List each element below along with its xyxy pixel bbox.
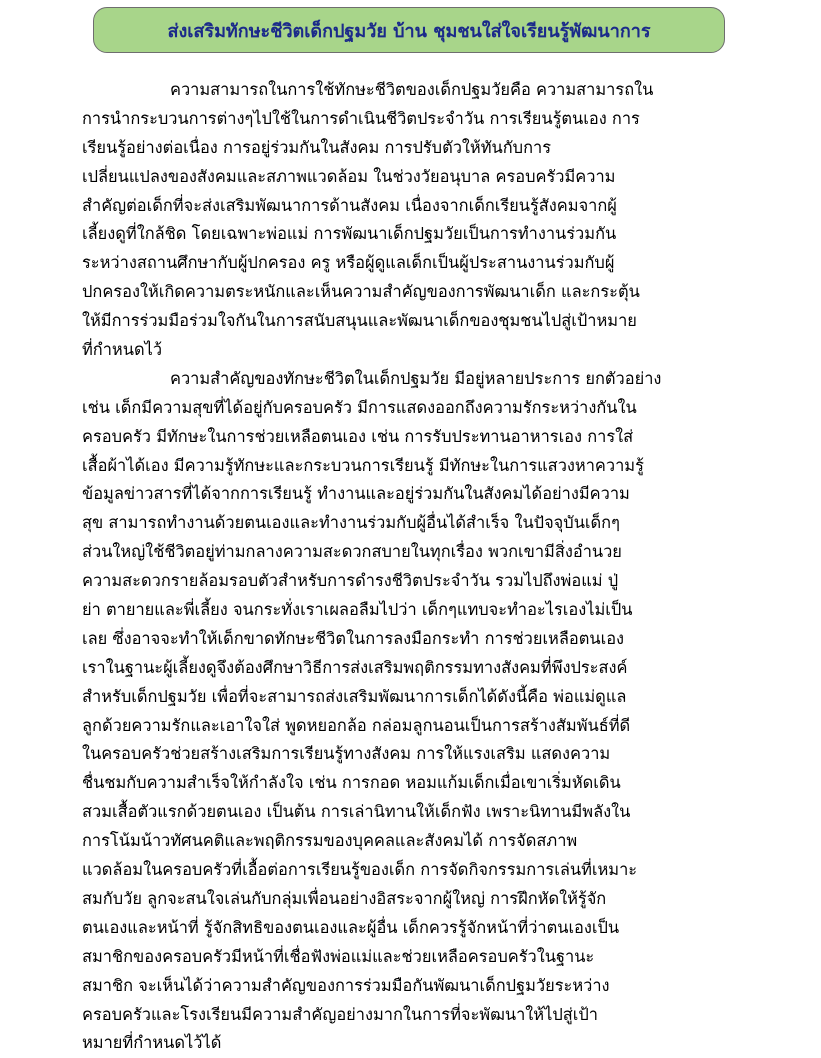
- text-line: ครอบครัว มีทักษะในการช่วยเหลือตนเอง เช่น การรับประทานอาหารเอง การใส่: [82, 426, 634, 446]
- text-line: ข้อมูลข่าวสารที่ได้จากการเรียนรู้ ทำงานและอยู่ร่วมกันในสังคมได้อย่างมีความ: [82, 484, 630, 504]
- text-line: สมาชิกของครอบครัวมีหน้าที่เชื่อฟังพ่อแม่และช่วยเหลือครอบครัวในฐานะ: [82, 946, 595, 966]
- text-line: เราในฐานะผู้เลี้ยงดูจึงต้องศึกษาวิธีการส่งเสริมพฤติกรรมทางสังคมที่พึงประสงค์: [82, 657, 628, 677]
- text-line: เลี้ยงดูที่ใกล้ชิด โดยเฉพาะพ่อแม่ การพัฒนาเด็กปฐมวัยเป็นการทำงานร่วมกัน: [82, 224, 617, 244]
- text-line: ลูกด้วยความรักและเอาใจใส่ พูดหยอกล้อ กล่อมลูกนอนเป็นการสร้างสัมพันธ์ที่ดี: [82, 715, 631, 735]
- text-line: ชื่นชมกับความสำเร็จให้กำลังใจ เช่น การกอด หอมแก้มเด็กเมื่อเขาเริ่มหัดเดิน: [82, 773, 621, 793]
- text-line: เปลี่ยนแปลงของสังคมและสภาพแวดล้อม ในช่วงวัยอนุบาล ครอบครัวมีความ: [82, 166, 616, 186]
- text-line: ความสำคัญของทักษะชีวิตในเด็กปฐมวัย มีอยู่หลายประการ ยกตัวอย่าง: [170, 368, 662, 388]
- text-line: ให้มีการร่วมมือร่วมใจกันในการสนับสนุนและพัฒนาเด็กของชุมชนไปสู่เป้าหมาย: [82, 311, 637, 331]
- text-line: ตนเองและหน้าที่ รู้จักสิทธิของตนเองและผู้อื่น เด็กควรรู้จักหน้าที่ว่าตนเองเป็น: [82, 917, 620, 937]
- text-line: ย่า ตายายและพี่เลี้ยง จนกระทั่งเราเผลอลืมไปว่า เด็กๆแทบจะทำอะไรเองไม่เป็น: [82, 600, 633, 620]
- paragraph-1: [82, 76, 744, 365]
- article-body: [82, 76, 744, 1058]
- text-line: ความสามารถในการใช้ทักษะชีวิตของเด็กปฐมวัยคือ ความสามารถใน: [170, 80, 654, 99]
- text-line: การนำกระบวนการต่างๆไปใช้ในการดำเนินชีวิตประจำวัน การเรียนรู้ตนเอง การ: [82, 108, 640, 128]
- text-line: การโน้มน้าวทัศนคติและพฤติกรรมของบุคคลและสังคมได้ การจัดสภาพ: [82, 831, 578, 851]
- text-line: สำคัญต่อเด็กที่จะส่งเสริมพัฒนาการด้านสังคม เนื่องจากเด็กเรียนรู้สังคมจากผู้: [82, 195, 617, 215]
- text-line: สวมเสื้อตัวแรกด้วยตนเอง เป็นต้น การเล่านิทานให้เด็กฟัง เพราะนิทานมีพลังใน: [82, 802, 631, 822]
- text-line: สุข สามารถทำงานด้วยตนเองและทำงานร่วมกับผู้อื่นได้สำเร็จ ในปัจจุบันเด็กๆ: [82, 513, 620, 533]
- text-line: สมาชิก จะเห็นได้ว่าความสำคัญของการร่วมมือกันพัฒนาเด็กปฐมวัยระหว่าง: [82, 975, 610, 995]
- title-banner: [93, 7, 725, 53]
- text-line: ครอบครัวและโรงเรียนมีความสำคัญอย่างมากในการที่จะพัฒนาให้ไปสู่เป้า: [82, 1004, 598, 1024]
- text-line: เลย ซึ่งอาจจะทำให้เด็กขาดทักษะชีวิตในการลงมือกระทำ การช่วยเหลือตนเอง: [82, 628, 625, 648]
- text-line: ความสะดวกรายล้อมรอบตัวสำหรับการดำรงชีวิตประจำวัน รวมไปถึงพ่อแม่ ปู่: [82, 571, 619, 591]
- text-line: ส่วนใหญ่ใช้ชีวิตอยู่ท่ามกลางความสะดวกสบายในทุกเรื่อง พวกเขามีสิ่งอำนวย: [82, 542, 622, 562]
- text-line: ระหว่างสถานศึกษากับผู้ปกครอง ครู หรือผู้ดูแลเด็กเป็นผู้ประสานงานร่วมกับผู้: [82, 253, 615, 273]
- text-line: แวดล้อมในครอบครัวที่เอื้อต่อการเรียนรู้ของเด็ก การจัดกิจกรรมการเล่นที่เหมาะ: [82, 860, 638, 880]
- text-line: ปกครองให้เกิดความตระหนักและเห็นความสำคัญของการพัฒนาเด็ก และกระตุ้น: [82, 282, 640, 302]
- text-line: ที่กำหนดไว้: [82, 340, 163, 360]
- text-line: เสื้อผ้าได้เอง มีความรู้ทักษะและกระบวนการเรียนรู้ มีทักษะในการแสวงหาความรู้: [82, 455, 644, 475]
- text-line: ในครอบครัวช่วยสร้างเสริมการเรียนรู้ทางสังคม การให้แรงเสริม แสดงความ: [82, 744, 611, 764]
- text-line: สำหรับเด็กปฐมวัย เพื่อที่จะสามารถส่งเสริมพัฒนาการเด็กได้ดังนี้คือ พ่อแม่ดูแล: [82, 686, 627, 706]
- text-line: เช่น เด็กมีความสุขที่ได้อยู่กับครอบครัว มีการแสดงออกถึงความรักระหว่างกันใน: [82, 397, 637, 417]
- paragraph-2: [82, 365, 744, 1058]
- text-line: เรียนรู้อย่างต่อเนื่อง การอยู่ร่วมกันในสังคม การปรับตัวให้ทันกับการ: [82, 137, 552, 157]
- text-line: สมกับวัย ลูกจะสนใจเล่นกับกลุ่มเพื่อนอย่างอิสระจากผู้ใหญ่ การฝึกหัดให้รู้จัก: [82, 888, 607, 908]
- text-line: หมายที่กำหนดไว้ได้: [82, 1033, 222, 1053]
- page-title: ส่งเสริมทักษะชีวิตเด็กปฐมวัย บ้าน ชุมชนใส่ใจเรียนรู้พัฒนาการ: [167, 20, 651, 42]
